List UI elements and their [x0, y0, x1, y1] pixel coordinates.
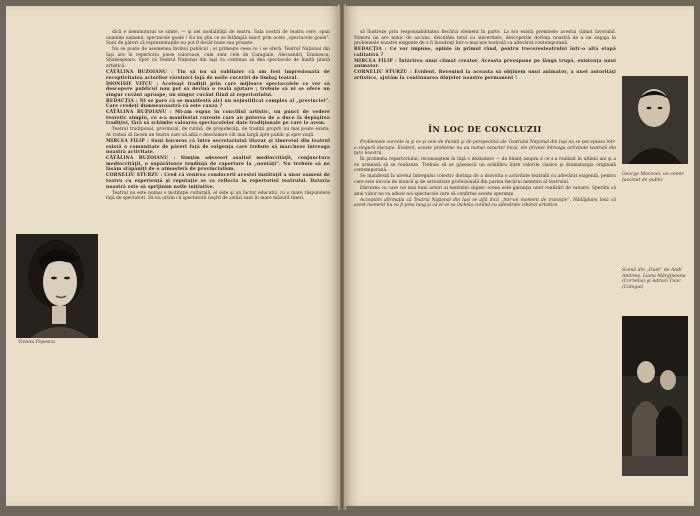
scene-caption: Scenă din „Duet” de Andi Andrieş. Liana Mărgineanu (Cornelia) şi Adrian Tunc (Colegul) — [622, 268, 686, 290]
right-page — [344, 6, 694, 506]
speaker-paragraph: REDACŢIA : Ni se pare că se manifestă aici un nejustificat complex al „provinciei”. Care credeţi dumneavoastră că este cauza ? — [106, 98, 330, 110]
paragraph: Teatrul nu este numai o instituţie culturală, el este şi un factor educativ, cu o mare răspundere faţă de spectatori. Să nu uităm că spectatorii noştri de astăzi sunt în mare măsură tineri. — [106, 190, 330, 202]
left-article-column — [106, 30, 330, 202]
portrait-caption: Violeta Popescu — [18, 340, 55, 345]
conclusions-column — [354, 140, 616, 209]
section-title: ÎN LOC DE CONCLUZII — [428, 124, 542, 134]
paragraph: Acceptăm afirmaţia că Teatrul Naţional din Iaşi se află încă „într-un moment de tranziţie”. Nădăjduim însă că acest moment nu va fi prea lung şi că el se va încheia curând cu adevărate izbânzi artistice. — [354, 197, 616, 209]
speaker-paragraph: CĂTĂLINA BUZOIANU : Mi-am expus în conciliul artistic, un punct de vedere teoretic simplu, ce s-a manifestat curente care au puterea de a duce la depăşirea tradiţiei, fără să schimbe valoarea spectacolelor date tradiţionale pe care le avem. — [106, 110, 330, 127]
paragraph: Nu se poate de asemenea învinui publicul ; el primeşte ceea ce i se oferă. Teatrul Naţional din Iaşi are în repertoriu piese valoroase, cum sunt cele de Caragiale, Alecsandri, Eminescu, Shakespeare. Sper că Teatrul Naţional din Iaşi va continua să dea spectacole de înaltă ţinută artistică. — [106, 47, 330, 69]
speaker-paragraph: CORNELIU STURZU : Evident. Revenind la aceasta să obţinem unui animator, a unei autorităţi artistice, ajutăm la continuarea dinţelor noastre permanent ! — [354, 70, 616, 81]
stage-scene-icon — [622, 316, 688, 476]
speaker-paragraph: DIONISIE VITCU : Aceleaşi tradiţii prin care mijloace spectacolele ce vor să descopere publicul nou pot să devină o reală ajutare ; trebuie să ni se ofere un singur cuvânt aproape, un singur cuvânt fiind al repertoriului. — [106, 81, 330, 98]
paragraph: Problemele curente la şi ce şi cele de durată şi de perspectivă ale Teatrului Naţional din Iaşi nu se pot epuiza într-o singură discuţie. Evident, aceste probleme nu au numai caracter local, ele privesc întreaga activitate teatrală din ţara noastră. — [354, 140, 616, 157]
portrait-photo — [16, 234, 98, 338]
paragraph: Se manifestă la nivelul întregului colectiv dorinţa de a dezvolta o activitate teatrală cu adevărat exigentă, pentru care este nevoie de muncă şi de seriozitate profesională din partea fiecărui membru al teatrului. — [354, 174, 616, 185]
speaker-paragraph: MIRCEA FILIP : Întărirea unui climat creator. Aceasta presupune pe lângă trupă, existenţa unui animator. — [354, 58, 616, 70]
paragraph: Dăruirea cu care cei mai buni actori ai teatrului slujesc scena este garanţia unor realizări de valoare. Sperăm că anul viitor ne va aduce noi spectacole care să confirme aceste speranţe. — [354, 185, 616, 197]
paragraph: dică e neminuturat se simte, — şi nei modalităţii de teatru. Sala nostră de teatru cere, spun unanimi oamenii, spectacole goale ! Eu nu ştiu ce se întâmplă exact prin acele „spectacole goale”. Sunt de păreri că reprezentaţiile nu pot fi decât bune sau proaste. — [106, 30, 330, 47]
speaker-paragraph: REDACŢIA : Ce vor impune, opinie în primul rând, pentru treceresteatrului într-o altă etapă calitativă ? — [354, 47, 616, 58]
actor-photo — [622, 76, 688, 164]
speaker-paragraph: CORNELIU STURZU : Cred că venirea conducerii acestei instituţii a unor oameni de teatru cu experienţă şi reputaţie se va reflecta în repertoriul teatrului. Datoria noastră este să sprijinim noile iniţiative. — [106, 173, 330, 190]
left-page — [6, 6, 340, 506]
actor-caption: George Macovei, un comic fascinat de public — [622, 172, 685, 183]
speaker-paragraph: CĂTĂLINA BUZOIANU : Tin să nu să sublinier că am fost impresionată de receptivitatea actorilor vârstnici faţă de noile cuceriri de limbaj teatral. — [106, 69, 330, 81]
speaker-paragraph: CĂTĂLINA BUZOIANU : Simţim adeseori asaltul mediocrităţii, conjunctura mediocrităţii, o supărătoare tendinţă de raportare la „noutăţi”. Nu trebuie să ne lăsăm stăpâniţi de o atmosferă de provincialism. — [106, 156, 330, 173]
speaker-paragraph: MIRCEA FILIP : Sunt bucuros că între secretariatul literar şi tineretul din teatrul există o comunitate de păreri faţă de exigenţa care trebuie să marcheze întreaga noastră activitate. — [106, 139, 330, 156]
paragraph: Teatrul tradiţional, provincial, de rutină, de prejudecăţi, de tradiţii proprii nu mai poate exista. Ar trebui să facem un teatru care să aibă o deschidere cât mai largă spre public şi spre viaţă. — [106, 127, 330, 139]
woman-portrait-icon — [16, 234, 98, 338]
actor-portrait-icon — [622, 76, 688, 164]
right-article-column — [354, 30, 616, 82]
paragraph: În problema repertoriului, recunoaştem în faţă o dezbatere — de bilanţ asupra a ce s-a realizat în ultimii ani şi a ce urmează să se realizeze. Trebuie să se găsească un echilibru între valorile clasice şi dramaturgia originală contemporană. — [354, 157, 616, 174]
scene-photo — [622, 316, 688, 476]
paragraph: să îlustreze prin responsabilitatea fiecărui element în parte. La noi există premisele acestui climat favorabil. Nimeni nu are nimic de ascuns, discutăm totul cu sinceritate, descoperim dorinţa noastră de a ne angaja în problemele noastre exigente de a fi încadraţi într-o mişcare teatrală cu adevărat contemporană. — [354, 30, 616, 47]
